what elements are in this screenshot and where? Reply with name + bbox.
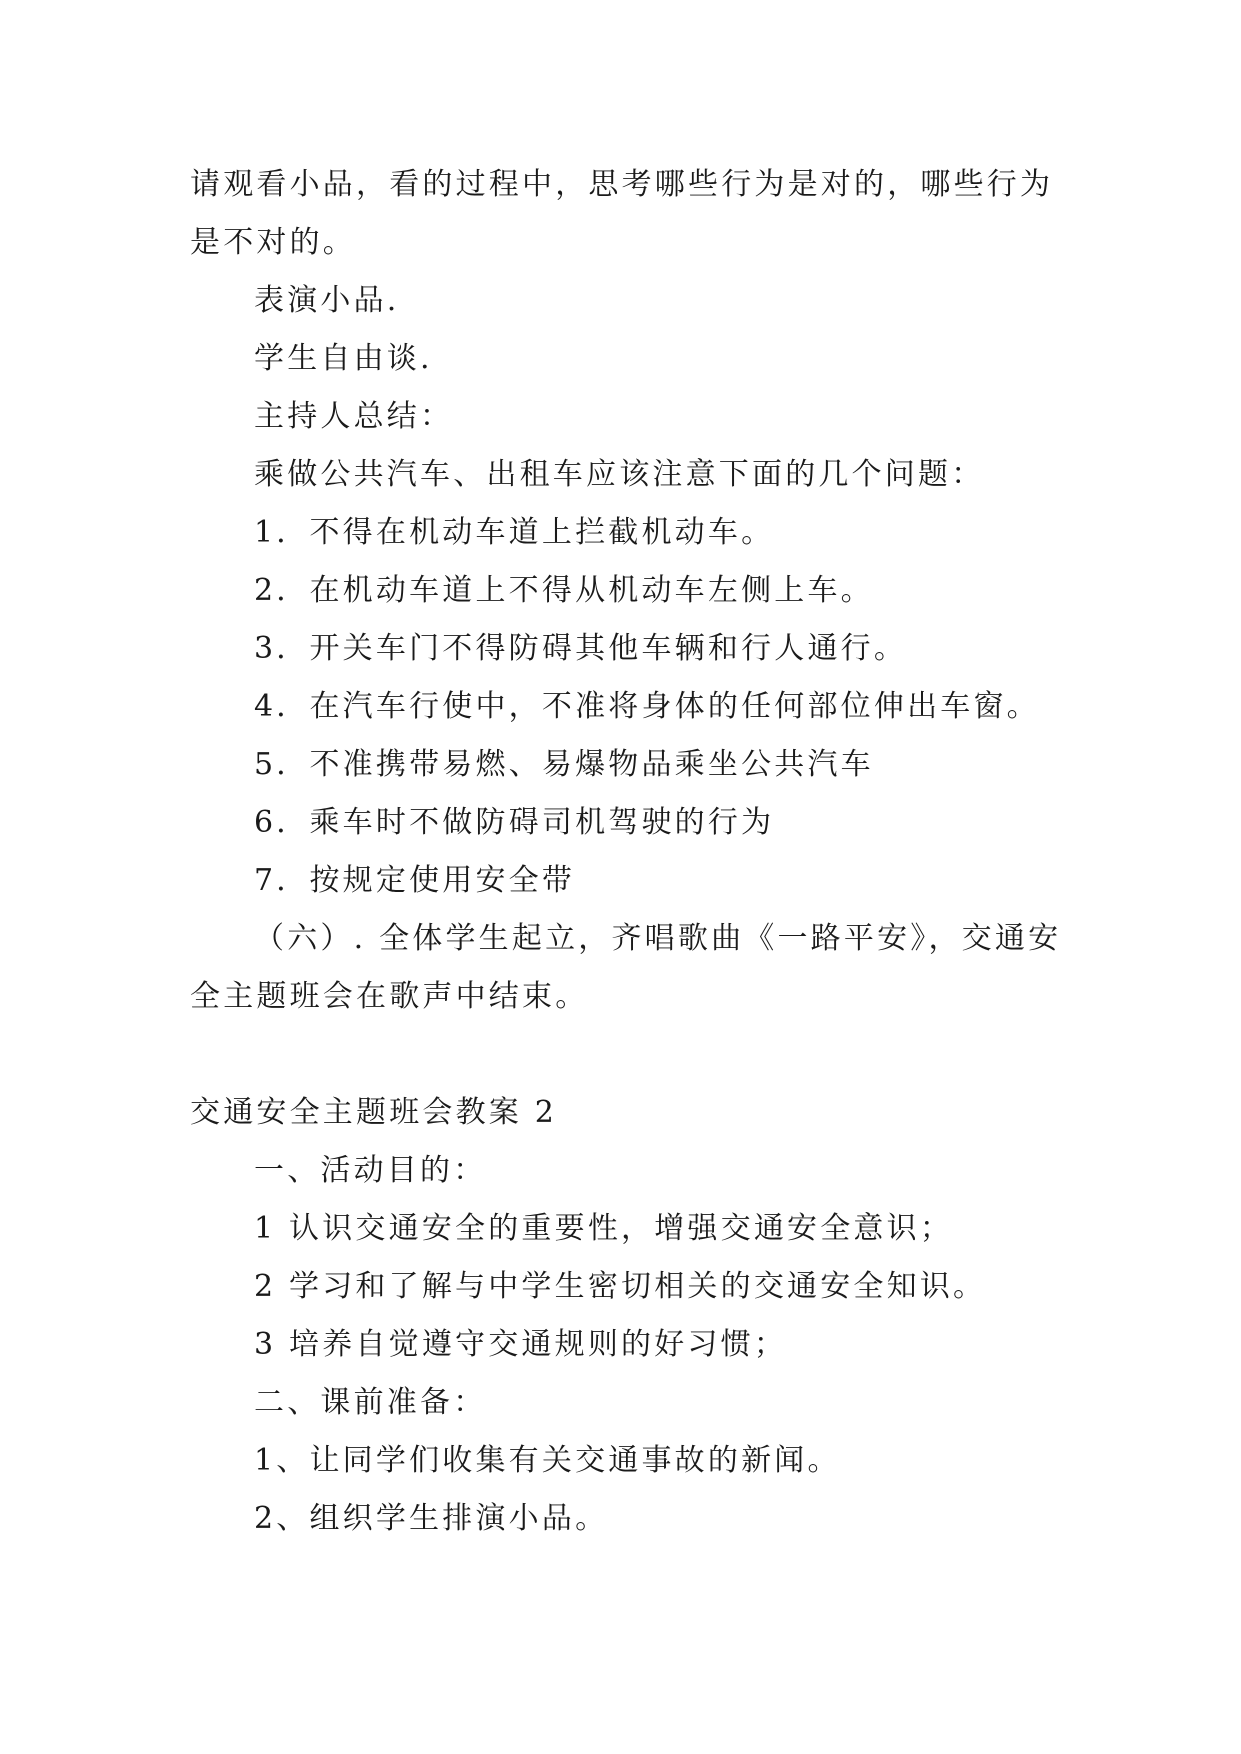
objective-item: 2 学习和了解与中学生密切相关的交通安全知识。 (254, 1269, 987, 1304)
rule-item: 1．不得在机动车道上拦截机动车。 (254, 515, 775, 550)
section-heading-preparation: 二、课前准备： (254, 1385, 487, 1420)
objective-item: 3 培养自觉遵守交通规则的好习惯； (254, 1327, 788, 1362)
perform-skit: 表演小品. (254, 283, 400, 318)
rule-item: 2．在机动车道上不得从机动车左侧上车。 (254, 573, 874, 608)
free-talk: 学生自由谈. (254, 341, 433, 376)
host-summary: 主持人总结： (254, 399, 454, 434)
objective-item: 1 认识交通安全的重要性，增强交通安全意识； (254, 1211, 954, 1246)
rule-item: 4．在汽车行使中，不准将身体的任何部位伸出车窗。 (254, 689, 1040, 724)
section-heading-objectives: 一、活动目的： (254, 1153, 487, 1188)
bus-taxi-notice: 乘做公共汽车、出租车应该注意下面的几个问题： (254, 457, 985, 492)
intro-line-1: 请观看小品，看的过程中，思考哪些行为是对的，哪些行为 (190, 167, 1054, 202)
lesson-plan-title: 交通安全主题班会教案 2 (190, 1095, 558, 1130)
intro-line-2: 是不对的。 (190, 225, 356, 260)
preparation-item: 2、组织学生排演小品。 (254, 1501, 609, 1536)
closing-line-1: （六）. 全体学生起立，齐唱歌曲《一路平安》，交通安 (254, 921, 1062, 956)
rule-item: 5．不准携带易燃、易爆物品乘坐公共汽车 (254, 747, 874, 782)
preparation-item: 1、让同学们收集有关交通事故的新闻。 (254, 1443, 841, 1478)
closing-line-2: 全主题班会在歌声中结束。 (190, 979, 589, 1014)
rule-item: 7．按规定使用安全带 (254, 863, 576, 898)
rule-item: 6．乘车时不做防碍司机驾驶的行为 (254, 805, 775, 840)
rule-item: 3．开关车门不得防碍其他车辆和行人通行。 (254, 631, 908, 666)
